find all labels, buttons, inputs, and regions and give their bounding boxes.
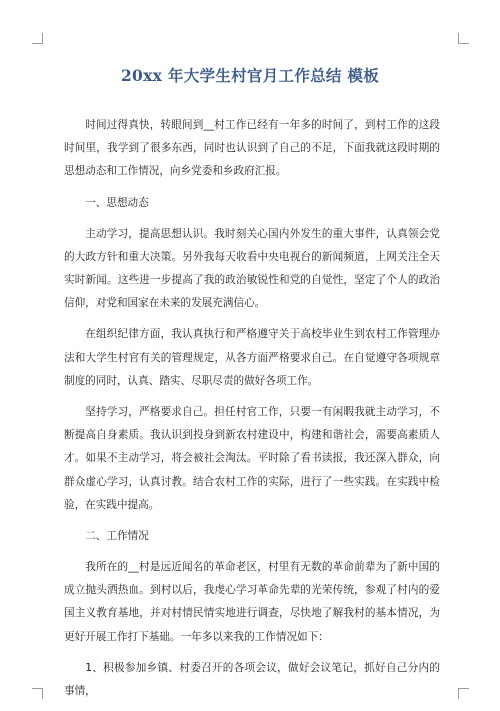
crop-mark-bottom-left	[32, 688, 43, 699]
section-heading-thoughts: 一、思想动态	[85, 196, 149, 209]
paragraph-village: 我所在的__村是远近闻名的革命老区，村里有无数的革命前辈为了新中国的成立抛头洒热血。到村以后，我虔心学习革命先辈的光荣传统，参观了村内的爱国主义教育基地，并对村情民情实地进行调查，尽快地了解我村的基本情况，为更好开展工作打下基础。一年多以来我的工作情况如下：	[64, 561, 440, 643]
paragraph-item-1: 1、积极参加乡镇、村委召开的各项会议，做好会议笔记，抓好自己分内的事情，	[64, 661, 440, 698]
paragraph-study: 主动学习，提高思想认识。我时刻关心国内外发生的重大事件，认真领会党的大政方针和重大决策。另外我每天收看中央电视台的新闻频道，上网关注全天实时新闻。这些进一步提高了我的政治敏锐性和党的自觉性，坚定了个人的政治信仰，对党和国家在未来的发展充满信心。	[64, 227, 440, 310]
paragraph-self-improvement: 坚持学习，严格要求自己。担任村官工作，只要一有闲暇我就主动学习，不断提高自身素质。我认识到投身到新农村建设中，构建和谐社会，需要高素质人才。如果不主动学习，将会被社会淘汰。平时除了看书读报，我还深入群众，向群众虚心学习，认真讨教。结合农村工作的实际，进行了一些实践。在实践中检验，在实践中提高。	[64, 406, 440, 511]
document-body	[64, 114, 440, 711]
crop-mark-top-right	[458, 33, 469, 44]
crop-mark-top-left	[32, 33, 43, 44]
document-title: 20xx 年大学生村官月工作总结 模板	[120, 66, 380, 85]
section-heading-work: 二、工作情况	[85, 530, 149, 543]
paragraph-discipline: 在组织纪律方面，我认真执行和严格遵守关于高校毕业生到农村工作管理办法和大学生村官有关的管理规定，从各方面严格要求自己。在自觉遵守各项规章制度的同时，认真、踏实、尽职尽责的做好各项工作。	[64, 328, 440, 387]
crop-mark-bottom-right	[458, 688, 469, 699]
intro-paragraph: 时间过得真快，转眼间到__村工作已经有一年多的时间了，到村工作的这段时间里，我学到了很多东西，同时也认识到了自己的不足，下面我就这段时期的思想动态和工作情况，向乡党委和乡政府汇报。	[64, 119, 440, 178]
